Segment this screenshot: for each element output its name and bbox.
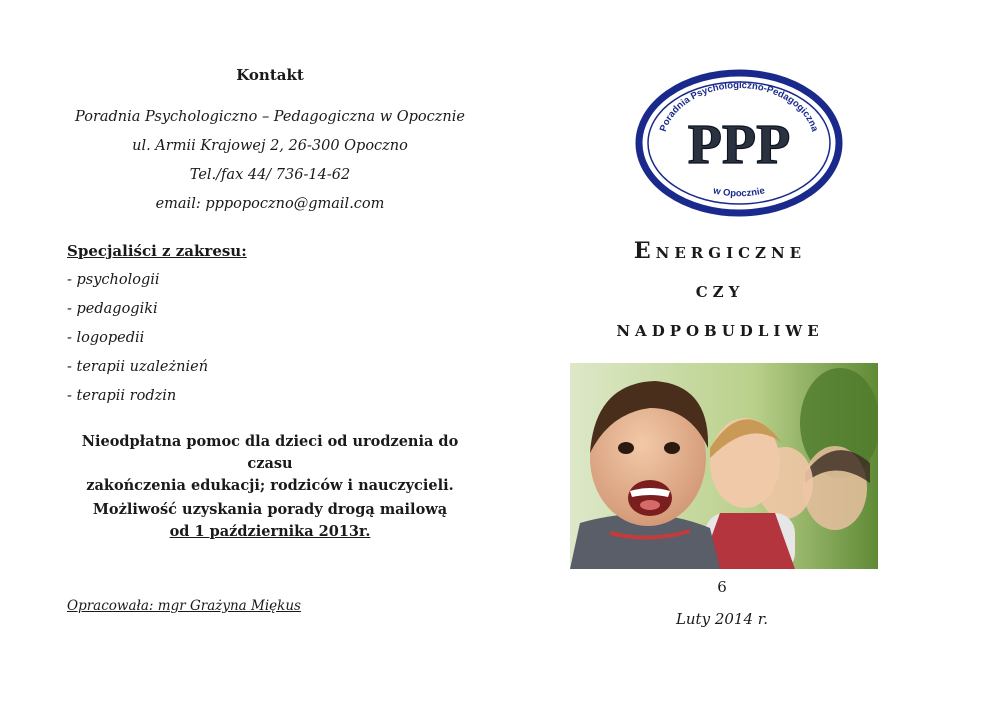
email: email: pppopoczno@gmail.com [155, 196, 385, 212]
author: Opracowała: mgr Grażyna Miękus [67, 598, 301, 614]
logo-bottom-text: w Opocznie [712, 185, 766, 200]
specialist-item: - pedagogiki [67, 301, 158, 317]
email-advice-line-2: od 1 października 2013r. [169, 523, 371, 540]
title-line-1: Energiczne [633, 238, 807, 264]
page-number: 6 [717, 578, 727, 596]
specialist-item: - terapii uzależnień [67, 359, 209, 375]
specialist-item: - psychologii [67, 272, 160, 288]
specialist-item: - logopedii [67, 330, 145, 346]
contact-title: Kontakt [236, 66, 304, 84]
phone: Tel./fax 44/ 736-14-62 [189, 167, 351, 183]
logo-top-text: Poradnia Psychologiczno-Pedagogiczna [657, 79, 821, 134]
title-line-2: czy [695, 277, 745, 303]
free-help-line-1: Nieodpłatna pomoc dla dzieci od urodzenia do czasu [81, 433, 459, 472]
specialists-title: Specjaliści z zakresu: [67, 242, 247, 260]
free-help-text [60, 431, 480, 497]
title-line-3: nadpobudliwe [616, 316, 824, 342]
logo-letters: PPP [687, 114, 791, 176]
specialist-item: - terapii rodzin [67, 388, 177, 404]
institution-name: Poradnia Psychologiczno – Pedagogiczna w Opocznie [75, 109, 465, 125]
children-photo [570, 363, 878, 569]
ppp-logo [634, 68, 844, 218]
free-help-line-2: zakończenia edukacji; rodziców i nauczycieli. [86, 477, 454, 494]
email-advice-text [60, 499, 480, 543]
email-advice-line-1: Możliwość uzyskania porady drogą mailową [92, 501, 448, 518]
address: ul. Armii Krajowej 2, 26-300 Opoczno [132, 138, 408, 154]
date: Luty 2014 r. [675, 610, 769, 628]
